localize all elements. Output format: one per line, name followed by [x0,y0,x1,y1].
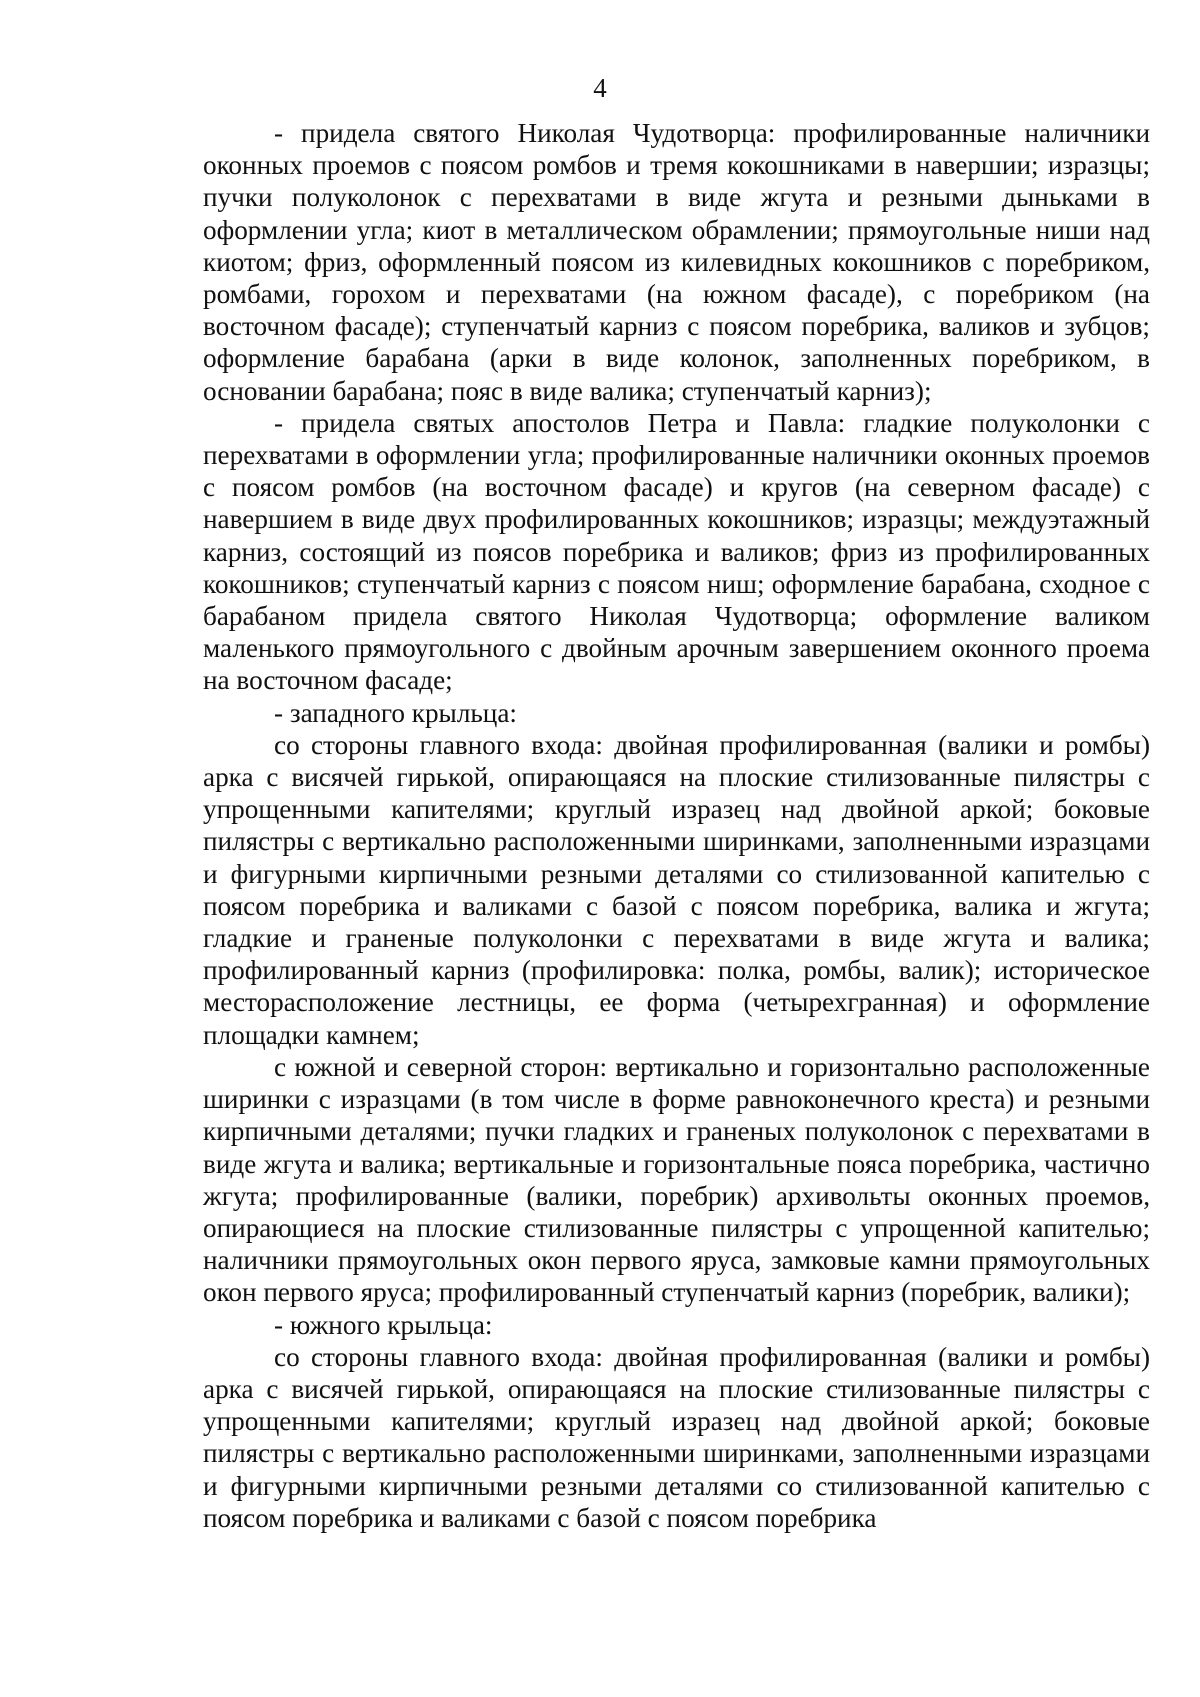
paragraph-west-porch-south-north: с южной и северной сторон: вертикально и горизонтально расположенные ширинки с изразцами (в том числе в форме равноконечного креста) и резными кирпичными деталями; пучки гладких и граненых полуколонок с перехватами в виде жгута и валика; вертикальные и горизонтальные пояса поребрика, частично жгута; профилированные (валики, поребрик) архивольты оконных проемов, опирающиеся на плоские стилизованные пилястры с упрощенной капителью; наличники прямоугольных окон первого яруса, замковые камни прямоугольных окон первого яруса; профилированный ступенчатый карниз (поребрик, валики); [203,1051,1150,1308]
paragraph-nikolay-chapel: - придела святого Николая Чудотворца: профилированные наличники оконных проемов с поясом ромбов и тремя кокошниками в навершии; изразцы; пучки полуколонок с перехватами в виде жгута и резными дыньками в оформлении угла; киот в металлическом обрамлении; прямоугольные ниши над киотом; фриз, оформленный поясом из килевидных кокошников с поребриком, ромбами, горохом и перехватами (на южном фасаде), с поребриком (на восточном фасаде); ступенчатый карниз с поясом поребрика, валиков и зубцов; оформление барабана (арки в виде колонок, заполненных поребриком, в основании барабана; пояс в виде валика; ступенчатый карниз); [203,118,1150,406]
paragraph-south-porch-main-entrance: со стороны главного входа: двойная профилированная (валики и ромбы) арка с висячей гирькой, опирающаяся на плоские стилизованные пилястры с упрощенными капителями; круглый изразец над двойной аркой; боковые пилястры с вертикально расположенными ширинками, заполненными изразцами и фигурными кирпичными резными деталями со стилизованной капителью с поясом поребрика и валиками с базой с поясом поребрика [203,1341,1150,1533]
paragraph-south-porch-heading: - южного крыльца: [274,1309,493,1340]
page-number: 4 [593,73,607,103]
document-body [203,117,1150,1534]
paragraph-west-porch-main-entrance: со стороны главного входа: двойная профилированная (валики и ромбы) арка с висячей гирькой, опирающаяся на плоские стилизованные пилястры с упрощенными капителями; круглый изразец над двойной аркой; боковые пилястры с вертикально расположенными ширинками, заполненными изразцами и фигурными кирпичными резными деталями со стилизованной капителью с поясом поребрика и валиками с базой с поясом поребрика, валика и жгута; гладкие и граненые полуколонки с перехватами в виде жгута и валика; профилированный карниз (профилировка: полка, ромбы, валик); историческое месторасположение лестницы, ее форма (четырехгранная) и оформление площадки камнем; [203,729,1150,1050]
paragraph-peter-paul-chapel: - придела святых апостолов Петра и Павла: гладкие полуколонки с перехватами в оформлении угла; профилированные наличники оконных проемов с поясом ромбов (на восточном фасаде) и кругов (на северном фасаде) с навершием в виде двух профилированных кокошников; изразцы; междуэтажный карниз, состоящий из поясов поребрика и валиков; фриз из профилированных кокошников; ступенчатый карниз с поясом ниш; оформление барабана, сходное с барабаном придела святого Николая Чудотворца; оформление валиком маленького прямоугольного с двойным арочным завершением оконного проема на восточном фасаде; [203,407,1150,696]
paragraph-west-porch-heading: - западного крыльца: [274,697,517,728]
